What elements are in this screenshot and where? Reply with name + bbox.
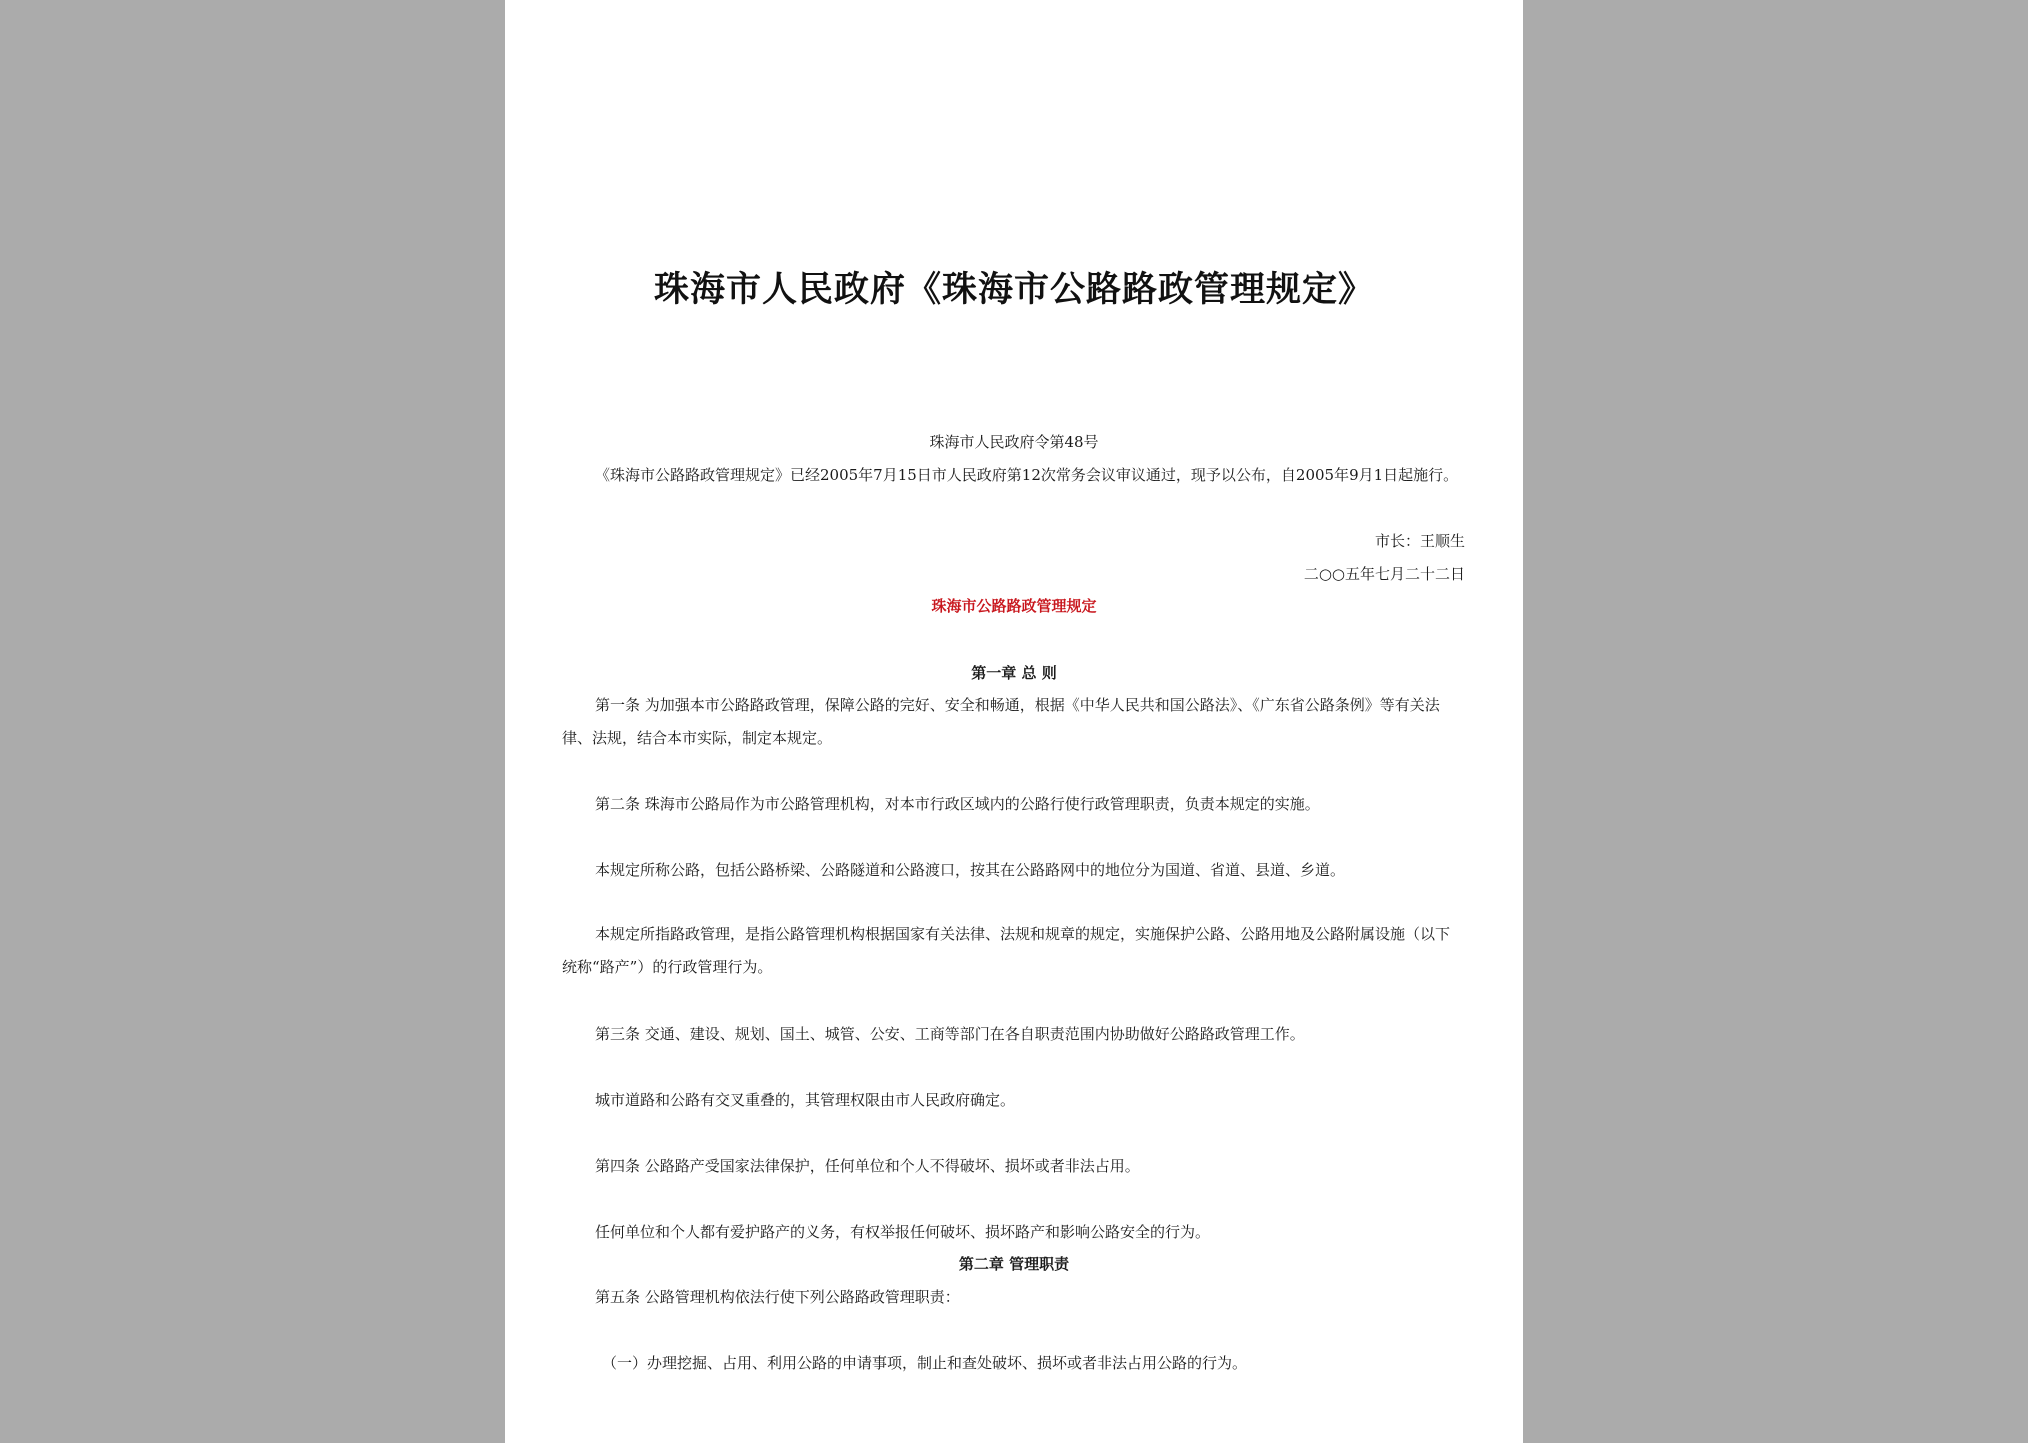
article-1: 第一条 为加强本市公路路政管理，保障公路的完好、安全和畅通，根据《中华人民共和国公路法》、《广东省公路条例》等有关法律、法规，结合本市实际，制定本规定。 [562, 696, 1440, 747]
promulgation-text: 《珠海市公路路政管理规定》已经2005年7月15日市人民政府第12次常务会议审议通过，现予以公布，自2005年9月1日起施行。 [595, 466, 1459, 484]
chapter2-heading: 第二章 管理职责 [958, 1255, 1070, 1273]
document-page [505, 0, 1523, 1443]
article-4-paragraph-2: 任何单位和个人都有爱护路产的义务，有权举报任何破坏、损坏路产和影响公路安全的行为。 [595, 1223, 1211, 1241]
article-2-paragraph-2: 本规定所称公路，包括公路桥梁、公路隧道和公路渡口，按其在公路路网中的地位分为国道、省道、县道、乡道。 [595, 861, 1346, 879]
article-2: 第二条 珠海市公路局作为市公路管理机构，对本市行政区域内的公路行使行政管理职责，负责本规定的实施。 [595, 795, 1320, 813]
order-number: 珠海市人民政府令第48号 [929, 433, 1099, 451]
article-2-paragraph-3: 本规定所指路政管理，是指公路管理机构根据国家有关法律、法规和规章的规定，实施保护公路、公路用地及公路附属设施（以下统称“路产”）的行政管理行为。 [562, 925, 1451, 976]
issue-date: 二○○五年七月二十二日 [1303, 565, 1465, 583]
article-3: 第三条 交通、建设、规划、国土、城管、公安、工商等部门在各自职责范围内协助做好公路路政管理工作。 [595, 1025, 1305, 1043]
article-4: 第四条 公路路产受国家法律保护，任何单位和个人不得破坏、损坏或者非法占用。 [595, 1157, 1140, 1175]
regulation-title: 珠海市公路路政管理规定 [931, 597, 1097, 615]
chapter1-heading: 第一章 总 则 [971, 664, 1057, 682]
article-5: 第五条 公路管理机构依法行使下列公路路政管理职责： [595, 1288, 960, 1306]
article-5-item-1: （一）办理挖掘、占用、利用公路的申请事项，制止和查处破坏、损坏或者非法占用公路的行为。 [602, 1354, 1248, 1372]
article-3-paragraph-2: 城市道路和公路有交叉重叠的，其管理权限由市人民政府确定。 [595, 1091, 1016, 1109]
document-title: 珠海市人民政府《珠海市公路路政管理规定》 [653, 269, 1374, 310]
mayor-signature: 市长：王顺生 [1374, 532, 1465, 550]
